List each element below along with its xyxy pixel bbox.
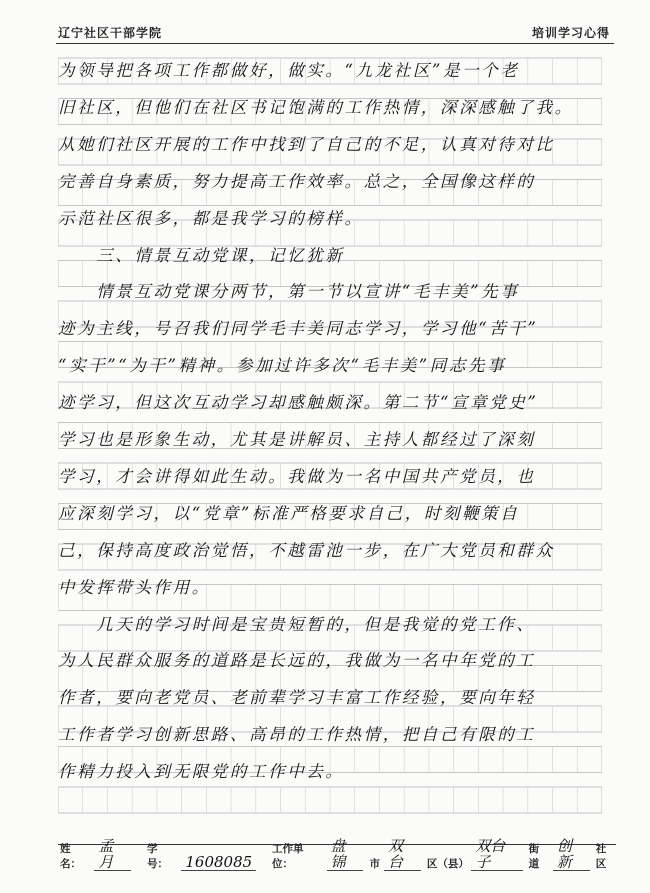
text-line: 几天的学习时间是宝贵短暂的，但是我觉的党工作、 xyxy=(58,614,536,634)
name-label: 姓名： xyxy=(60,843,81,870)
community-value: 创新 xyxy=(553,838,590,871)
text-line: 完善自身素质，努力提高工作效率。总之，全国像这样的 xyxy=(58,171,536,191)
text-line: 作者，要向老党员、老前辈学习丰富工作经验，要向年轻 xyxy=(58,688,536,708)
text-line: 工作者学习创新思路、高昂的工作热情，把自己有限的工 xyxy=(58,725,536,745)
text-line: “实干”“为干”精神。参加过许多次“毛丰美”同志先事 xyxy=(58,356,507,376)
text-line: 应深刻学习，以“党章”标准严格要求自己，时刻鞭策自 xyxy=(58,503,520,523)
text-line: 三、情景互动党课，记忆犹新 xyxy=(58,245,345,265)
text-line: 旧社区，但他们在社区书记饱满的工作热情，深深感触了我。 xyxy=(58,97,574,117)
institution-name: 辽宁社区干部学院 xyxy=(58,25,163,40)
text-line: 学习，才会讲得如此生动。我做为一名中国共产党员，也 xyxy=(58,466,536,486)
street-suffix: 街道 xyxy=(528,843,540,870)
text-line: 作精力投入到无限党的工作中去。 xyxy=(58,762,345,782)
street-value: 双台子 xyxy=(471,838,522,871)
student-id-value: 1608085 xyxy=(181,854,256,871)
writing-grid xyxy=(58,52,602,834)
page-header xyxy=(58,22,610,42)
text-line: 为领导把各项工作都做好，做实。“九龙社区”是一个老 xyxy=(58,61,520,80)
name-value: 孟月 xyxy=(94,838,131,871)
work-unit-label: 工作单位： xyxy=(271,843,304,870)
student-id-label: 学号： xyxy=(147,843,169,870)
text-line: 迹学习，但这次互动学习却感触颇深。第二节“宣章党史” xyxy=(58,393,539,413)
community-suffix: 社区 xyxy=(595,843,607,870)
text-line: 己，保持高度政治觉悟，不越雷池一步，在广大党员和群众 xyxy=(58,540,555,560)
district-value: 双台 xyxy=(384,838,421,871)
city-suffix: 市 xyxy=(369,858,380,870)
signature-footer xyxy=(58,837,616,871)
text-line: 学习也是形象生动，尤其是讲解员、主持人都经过了深刻 xyxy=(58,430,536,449)
text-line: 为人民群众服务的道路是长远的，我做为一名中年党的工 xyxy=(58,651,536,671)
district-suffix: 区（县） xyxy=(426,858,469,870)
header-rule xyxy=(56,43,614,44)
city-value: 盘锦 xyxy=(327,838,364,871)
text-line: 情景互动党课分两节，第一节以宣讲“毛丰美”先事 xyxy=(58,282,520,302)
document-type: 培训学习心得 xyxy=(531,25,610,40)
text-line: 迹为主线，号召我们同学毛丰美同志学习，学习他“苦干” xyxy=(58,319,539,339)
text-line: 示范社区很多，都是我学习的榜样。 xyxy=(58,208,364,228)
text-line: 中发挥带头作用。 xyxy=(58,577,211,597)
text-line: 从她们社区开展的工作中找到了自己的不足，认真对待对比 xyxy=(58,134,555,154)
